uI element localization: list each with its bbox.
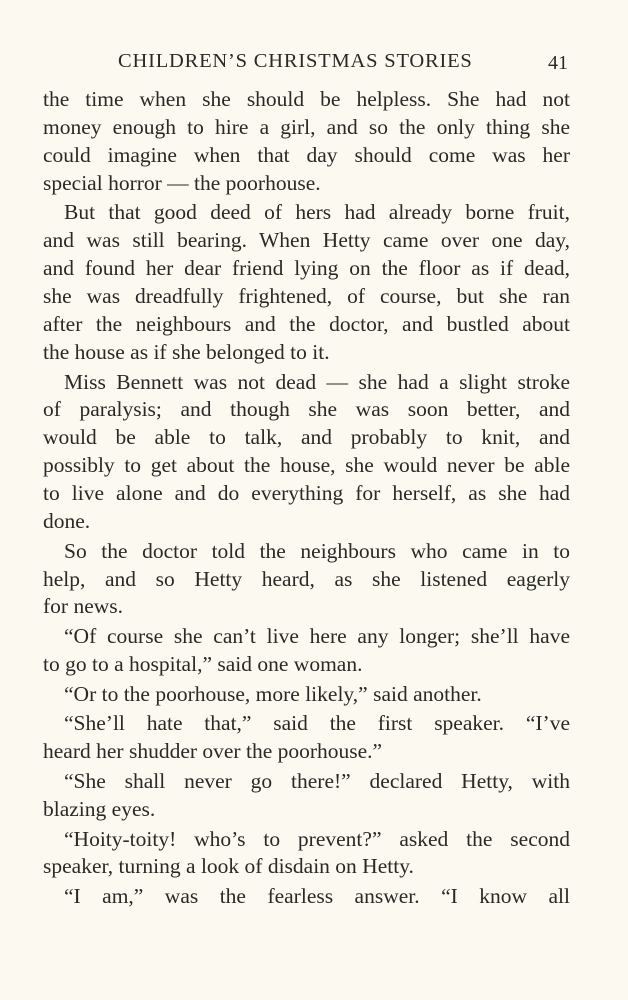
- paragraph-10: [43, 883, 570, 911]
- paragraph-8: [43, 768, 570, 824]
- paragraph-4: [43, 538, 570, 622]
- body-text: [43, 86, 570, 913]
- text-line: special horror — the poorhouse.: [43, 170, 321, 195]
- paragraph-9: [43, 826, 570, 882]
- text-line: done.: [43, 508, 91, 533]
- text-line: the house as if she belonged to it.: [43, 339, 330, 364]
- text-line: But that good deed of hers had already borne fruit,: [64, 200, 570, 225]
- text-line: to go to a hospital,” said one woman.: [43, 652, 363, 676]
- text-line: would be able to talk, and probably to knit, and: [43, 425, 570, 450]
- text-line: speaker, turning a look of disdain on Hetty.: [43, 854, 414, 879]
- paragraph-2: [43, 199, 570, 366]
- text-line: she was dreadfully frightened, of course, but she ran: [43, 284, 570, 309]
- text-line: “Of course she can’t live here any longer; she’ll have: [64, 624, 570, 649]
- text-line: could imagine when that day should come was her: [43, 142, 570, 167]
- text-line: “She’ll hate that,” said the first speaker. “I’ve: [64, 711, 570, 736]
- paragraph-5: [43, 623, 570, 679]
- text-line: Miss Bennett was not dead — she had a slight stroke: [64, 369, 570, 394]
- text-line: “Hoity-toity! who’s to prevent?” asked the second: [64, 826, 570, 851]
- text-line: blazing eyes.: [43, 796, 156, 821]
- text-line: So the doctor told the neighbours who came in to: [64, 538, 570, 563]
- text-line: of paralysis; and though she was soon better, and: [43, 397, 570, 422]
- text-line: to live alone and do everything for herself, as she had: [43, 481, 570, 506]
- text-line: “I am,” was the fearless answer. “I know all: [64, 884, 570, 909]
- text-line: help, and so Hetty heard, as she listened eagerly: [43, 566, 570, 591]
- paragraph-1: [43, 86, 570, 198]
- text-line: and found her dear friend lying on the floor as if dead,: [43, 256, 570, 281]
- text-line: money enough to hire a girl, and so the only thing she: [43, 114, 570, 139]
- page-number: 41: [548, 52, 568, 74]
- text-line: possibly to get about the house, she would never be able: [43, 453, 570, 478]
- text-line: heard her shudder over the poorhouse.”: [43, 739, 383, 764]
- paragraph-7: [43, 710, 570, 766]
- text-line: for news.: [43, 594, 124, 619]
- paragraph-3: [43, 369, 570, 536]
- text-line: “She shall never go there!” declared Hetty, with: [64, 768, 570, 793]
- text-line: and was still bearing. When Hetty came over one day,: [43, 228, 570, 253]
- paragraph-6: [43, 681, 570, 709]
- text-line: “Or to the poorhouse, more likely,” said another.: [64, 681, 482, 706]
- running-head: CHILDREN’S CHRISTMAS STORIES: [118, 50, 473, 72]
- text-line: after the neighbours and the doctor, and bustled about: [43, 311, 570, 336]
- text-line: the time when she should be helpless. She had not: [43, 87, 570, 111]
